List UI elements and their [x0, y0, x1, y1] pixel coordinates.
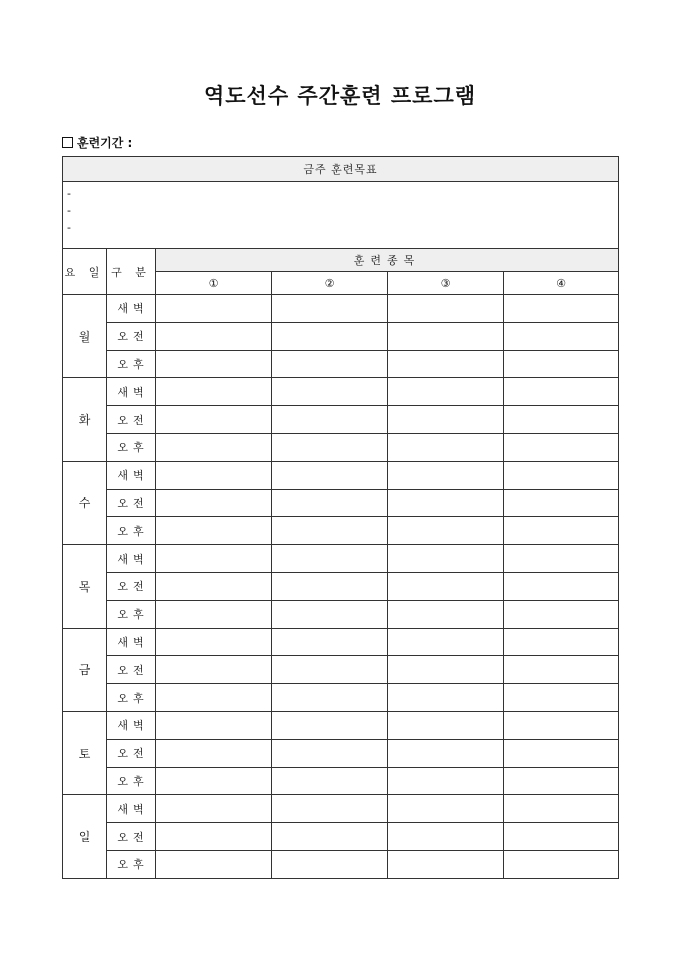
event-cell[interactable] — [272, 378, 388, 406]
slot-label: 오후 — [107, 350, 156, 378]
slot-label: 새벽 — [107, 628, 156, 656]
event-cell[interactable] — [504, 433, 619, 461]
event-cell[interactable] — [504, 684, 619, 712]
event-cell[interactable] — [156, 295, 272, 323]
event-cell[interactable] — [388, 350, 504, 378]
training-period-text: 훈련기간 : — [77, 136, 133, 150]
slot-label: 오전 — [107, 406, 156, 434]
event-cell[interactable] — [504, 406, 619, 434]
slot-label: 오전 — [107, 739, 156, 767]
event-cell[interactable] — [272, 545, 388, 573]
event-cell[interactable] — [156, 406, 272, 434]
day-label: 토 — [63, 711, 107, 794]
event-4-header: ④ — [504, 272, 619, 295]
event-cell[interactable] — [272, 711, 388, 739]
slot-label: 새벽 — [107, 378, 156, 406]
slot-column-header: 구 분 — [107, 249, 156, 295]
training-events-header: 훈련종목 — [156, 249, 619, 272]
table-row — [63, 600, 619, 628]
event-cell[interactable] — [504, 823, 619, 851]
event-cell[interactable] — [388, 850, 504, 878]
event-cell[interactable] — [504, 295, 619, 323]
event-cell[interactable] — [156, 461, 272, 489]
event-cell[interactable] — [504, 767, 619, 795]
event-cell[interactable] — [272, 739, 388, 767]
event-cell[interactable] — [388, 739, 504, 767]
event-cell[interactable] — [156, 711, 272, 739]
slot-label: 오후 — [107, 767, 156, 795]
day-label: 월 — [63, 295, 107, 378]
training-period-label — [62, 134, 132, 151]
slot-label: 새벽 — [107, 795, 156, 823]
table-row — [63, 656, 619, 684]
event-cell[interactable] — [272, 600, 388, 628]
slot-label: 오전 — [107, 322, 156, 350]
event-cell[interactable] — [388, 823, 504, 851]
event-cell[interactable] — [272, 406, 388, 434]
event-cell[interactable] — [388, 406, 504, 434]
event-cell[interactable] — [388, 684, 504, 712]
event-cell[interactable] — [156, 378, 272, 406]
event-cell[interactable] — [156, 823, 272, 851]
event-cell[interactable] — [504, 656, 619, 684]
event-cell[interactable] — [272, 350, 388, 378]
event-cell[interactable] — [388, 433, 504, 461]
day-column-header: 요 일 — [63, 249, 107, 295]
event-cell[interactable] — [272, 322, 388, 350]
event-cell[interactable] — [504, 461, 619, 489]
table-row — [63, 406, 619, 434]
table-row — [63, 322, 619, 350]
table-row — [63, 433, 619, 461]
event-cell[interactable] — [388, 711, 504, 739]
event-cell[interactable] — [504, 350, 619, 378]
event-cell[interactable] — [272, 767, 388, 795]
event-cell[interactable] — [388, 517, 504, 545]
weekly-training-table — [62, 156, 619, 879]
event-cell[interactable] — [388, 322, 504, 350]
event-cell[interactable] — [156, 572, 272, 600]
event-1-header: ① — [156, 272, 272, 295]
event-cell[interactable] — [272, 628, 388, 656]
event-cell[interactable] — [504, 572, 619, 600]
event-cell[interactable] — [272, 461, 388, 489]
event-cell[interactable] — [156, 600, 272, 628]
event-cell[interactable] — [272, 823, 388, 851]
event-cell[interactable] — [272, 684, 388, 712]
day-label: 일 — [63, 795, 107, 878]
table-row — [63, 711, 619, 739]
checkbox-square-icon — [62, 137, 73, 148]
table-row — [63, 545, 619, 573]
goal-line-1[interactable]: - — [67, 187, 71, 200]
event-cell[interactable] — [156, 433, 272, 461]
event-cell[interactable] — [156, 767, 272, 795]
table-row — [63, 517, 619, 545]
event-cell[interactable] — [388, 656, 504, 684]
slot-label: 새벽 — [107, 545, 156, 573]
event-cell[interactable] — [156, 489, 272, 517]
event-cell[interactable] — [156, 850, 272, 878]
table-row — [63, 378, 619, 406]
day-label: 금 — [63, 628, 107, 711]
slot-label: 오후 — [107, 850, 156, 878]
goal-line-2[interactable]: - — [67, 204, 71, 217]
event-cell[interactable] — [504, 795, 619, 823]
event-cell[interactable] — [156, 350, 272, 378]
table-row — [63, 295, 619, 323]
table-row — [63, 795, 619, 823]
goal-line-3[interactable]: - — [67, 221, 71, 234]
table-row — [63, 767, 619, 795]
event-2-header: ② — [272, 272, 388, 295]
day-label: 목 — [63, 545, 107, 628]
event-cell[interactable] — [156, 739, 272, 767]
event-cell[interactable] — [272, 656, 388, 684]
event-cell[interactable] — [156, 795, 272, 823]
slot-label: 오전 — [107, 489, 156, 517]
day-label: 수 — [63, 461, 107, 544]
slot-label: 새벽 — [107, 295, 156, 323]
event-cell[interactable] — [156, 656, 272, 684]
table-row — [63, 739, 619, 767]
event-cell[interactable] — [156, 684, 272, 712]
event-cell[interactable] — [272, 433, 388, 461]
event-cell[interactable] — [272, 517, 388, 545]
event-cell[interactable] — [388, 545, 504, 573]
slot-label: 새벽 — [107, 461, 156, 489]
slot-label: 오전 — [107, 572, 156, 600]
slot-label: 오후 — [107, 517, 156, 545]
event-3-header: ③ — [388, 272, 504, 295]
event-cell[interactable] — [388, 378, 504, 406]
table-row — [63, 823, 619, 851]
table-row — [63, 684, 619, 712]
event-cell[interactable] — [504, 850, 619, 878]
event-cell[interactable] — [504, 628, 619, 656]
event-cell[interactable] — [504, 378, 619, 406]
event-cell[interactable] — [388, 489, 504, 517]
event-cell[interactable] — [504, 489, 619, 517]
event-cell[interactable] — [504, 739, 619, 767]
weekly-goal-header: 금주 훈련목표 — [63, 157, 619, 182]
slot-label: 새벽 — [107, 711, 156, 739]
event-cell[interactable] — [504, 600, 619, 628]
event-cell[interactable] — [504, 322, 619, 350]
page-title: 역도선수 주간훈련 프로그램 — [203, 83, 477, 108]
event-cell[interactable] — [156, 322, 272, 350]
event-cell[interactable] — [388, 461, 504, 489]
event-cell[interactable] — [272, 850, 388, 878]
table-row — [63, 628, 619, 656]
event-cell[interactable] — [504, 711, 619, 739]
slot-label: 오후 — [107, 600, 156, 628]
event-cell[interactable] — [272, 295, 388, 323]
table-row — [63, 461, 619, 489]
slot-label: 오후 — [107, 433, 156, 461]
table-row — [63, 572, 619, 600]
event-cell[interactable] — [388, 572, 504, 600]
table-row — [63, 850, 619, 878]
slot-label: 오전 — [107, 656, 156, 684]
day-label: 화 — [63, 378, 107, 461]
event-cell[interactable] — [388, 295, 504, 323]
event-cell[interactable] — [388, 795, 504, 823]
weekly-goal-area[interactable] — [63, 182, 619, 249]
event-cell[interactable] — [156, 628, 272, 656]
event-cell[interactable] — [272, 489, 388, 517]
event-cell[interactable] — [504, 545, 619, 573]
table-row — [63, 350, 619, 378]
event-cell[interactable] — [504, 517, 619, 545]
event-cell[interactable] — [388, 628, 504, 656]
slot-label: 오전 — [107, 823, 156, 851]
event-cell[interactable] — [156, 517, 272, 545]
slot-label: 오후 — [107, 684, 156, 712]
event-cell[interactable] — [388, 600, 504, 628]
table-row — [63, 489, 619, 517]
event-cell[interactable] — [156, 545, 272, 573]
event-cell[interactable] — [272, 795, 388, 823]
event-cell[interactable] — [272, 572, 388, 600]
event-cell[interactable] — [388, 767, 504, 795]
